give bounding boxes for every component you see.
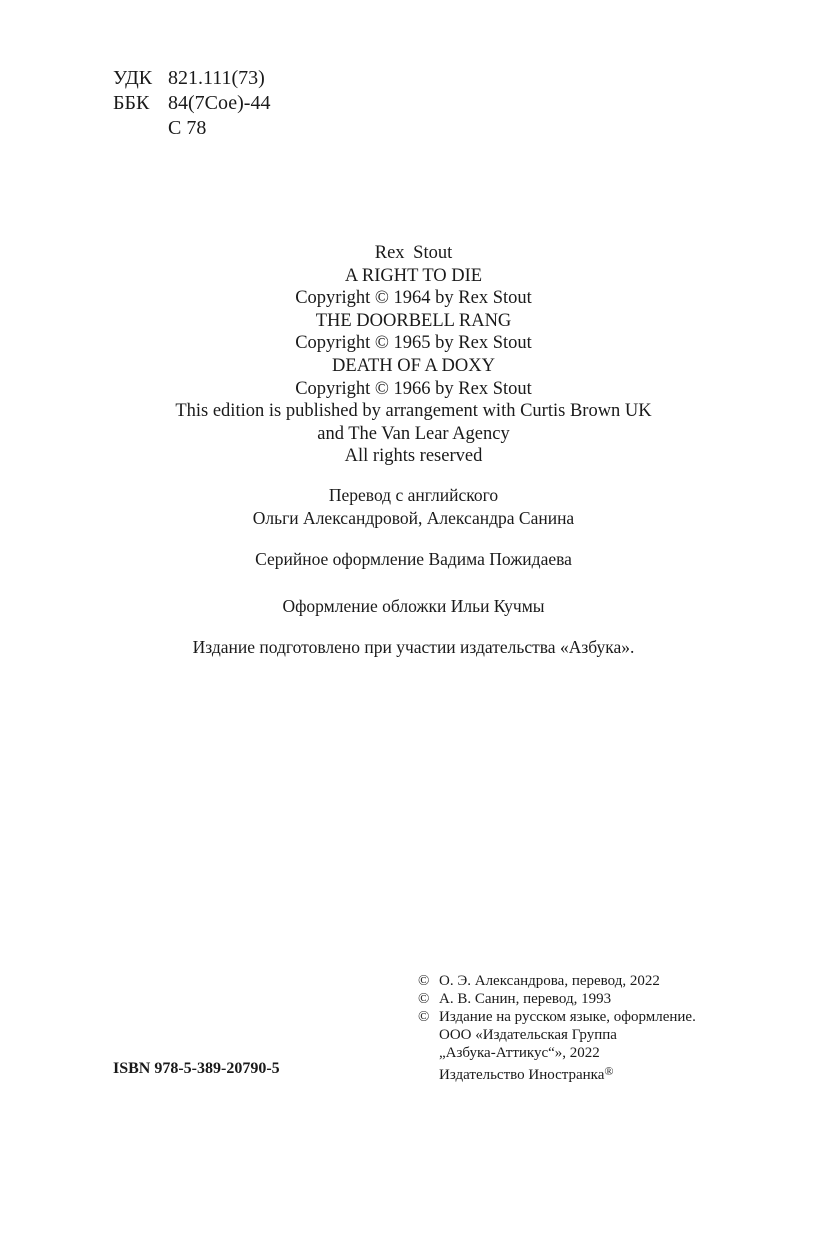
- cover-design-credit: Оформление обложки Ильи Кучмы: [282, 596, 545, 616]
- isbn: ISBN 978-5-389-20790-5: [113, 1060, 280, 1077]
- work-copyright: Copyright © 1965 by Rex Stout: [295, 333, 532, 354]
- author-name: Rex Stout: [374, 243, 453, 263]
- udk-row: [113, 66, 270, 91]
- author-mark: С 78: [168, 117, 207, 139]
- arrangement-line-2: and The Van Lear Agency: [317, 423, 510, 444]
- bbk-row: [113, 91, 270, 116]
- copyright-continuation: [418, 1062, 696, 1084]
- publisher-note: Издание подготовлено при участии издательства «Азбука».: [192, 637, 635, 657]
- udk-label: УДК: [113, 67, 153, 89]
- registered-mark: ®: [604, 1064, 614, 1078]
- copyright-continuation: „Азбука-Аттикус“», 2022: [439, 1045, 600, 1061]
- work-copyright: Copyright © 1966 by Rex Stout: [295, 378, 532, 399]
- work-title: A RIGHT TO DIE: [344, 265, 483, 286]
- copyright-text: А. В. Санин, перевод, 1993: [439, 991, 612, 1007]
- bbk-label: ББК: [113, 92, 150, 114]
- copyright-line: [418, 990, 696, 1008]
- russian-copyrights: [418, 972, 696, 1084]
- rights-reserved: All rights reserved: [344, 446, 483, 467]
- translation-line-2: Ольги Александровой, Александра Санина: [252, 507, 575, 528]
- work-title: THE DOORBELL RANG: [315, 310, 512, 331]
- copyright-symbol: ©: [418, 1009, 430, 1025]
- copyright-text: О. Э. Александрова, перевод, 2022: [439, 973, 660, 989]
- udk-value: 821.111(73): [168, 67, 265, 89]
- publisher-name: Издательство Иностранка: [439, 1067, 605, 1083]
- copyright-line: [418, 1008, 696, 1026]
- copyright-symbol: ©: [418, 973, 430, 989]
- work-title: DEATH OF A DOXY: [332, 355, 495, 376]
- copyright-text: Издание на русском языке, оформление.: [439, 1009, 696, 1025]
- copyright-continuation: ООО «Издательская Группа: [439, 1027, 617, 1043]
- copyright-line: [418, 972, 696, 990]
- work-copyright: Copyright © 1964 by Rex Stout: [295, 288, 532, 309]
- author-mark-row: [113, 116, 270, 141]
- classification-block: [113, 66, 270, 141]
- copyright-symbol: ©: [418, 991, 430, 1007]
- copyright-credits: [0, 242, 827, 468]
- bbk-value: 84(7Сое)-44: [168, 92, 271, 114]
- series-design-credit: Серийное оформление Вадима Пожидаева: [255, 549, 572, 569]
- arrangement-line-1: This edition is published by arrangement with Curtis Brown UK: [175, 401, 652, 422]
- translation-credit: [0, 484, 827, 529]
- translation-line-1: Перевод с английского: [328, 485, 499, 505]
